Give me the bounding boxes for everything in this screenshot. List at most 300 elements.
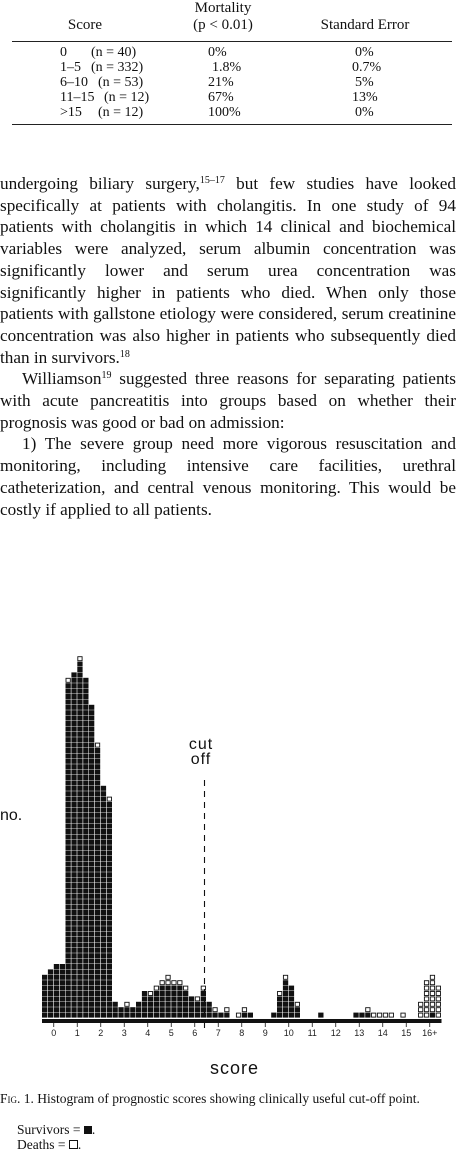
survivor-square: [289, 996, 294, 1001]
survivor-square: [71, 942, 76, 947]
survivor-square: [183, 1013, 188, 1018]
open-square-icon: [69, 1140, 78, 1149]
survivor-square: [89, 748, 94, 753]
death-square: [436, 992, 440, 996]
survivor-square: [71, 1013, 76, 1018]
survivor-square: [83, 845, 88, 850]
survivor-square: [71, 872, 76, 877]
survivor-square: [77, 780, 82, 785]
ref-19: 19: [101, 370, 112, 382]
survivor-square: [295, 1013, 300, 1018]
death-square: [424, 1008, 428, 1012]
survivor-square: [101, 807, 106, 812]
survivor-square: [83, 678, 88, 683]
survivor-square: [77, 926, 82, 931]
x-tick-label: 0: [51, 1028, 57, 1038]
survivor-square: [107, 905, 112, 910]
survivor-square: [101, 829, 106, 834]
survivor-square: [224, 1013, 229, 1018]
survivor-square: [101, 910, 106, 915]
survivor-square: [101, 926, 106, 931]
survivor-square: [101, 980, 106, 985]
survivor-square: [148, 1007, 153, 1012]
survivor-square: [89, 996, 94, 1001]
survivor-square: [171, 1002, 176, 1007]
survivor-square: [107, 1007, 112, 1012]
cell-score: 11–15: [60, 90, 95, 105]
survivor-square: [77, 915, 82, 920]
survivor-square: [66, 888, 71, 893]
survivor-square: [107, 969, 112, 974]
survivor-square: [154, 991, 159, 996]
caption-fig-label: Fig. 1.: [0, 1091, 34, 1106]
survivor-square: [77, 905, 82, 910]
death-square: [436, 1002, 440, 1006]
survivor-square: [83, 867, 88, 872]
p2-text-a: Williamson: [22, 369, 102, 389]
survivor-square: [95, 996, 100, 1001]
survivor-square: [107, 878, 112, 883]
survivor-square: [66, 726, 71, 731]
survivor-square: [77, 678, 82, 683]
survivor-square: [66, 953, 71, 958]
survivor-square: [66, 775, 71, 780]
survivor-square: [54, 964, 59, 969]
survivor-square: [107, 932, 112, 937]
death-square: [66, 678, 70, 682]
survivor-square: [71, 851, 76, 856]
death-square: [377, 1013, 381, 1017]
x-tick-label: 16+: [422, 1028, 438, 1038]
survivor-square: [89, 937, 94, 942]
death-square: [295, 1002, 299, 1006]
survivor-square: [77, 797, 82, 802]
survivor-square: [107, 813, 112, 818]
survivor-square: [248, 1013, 253, 1018]
survivor-square: [89, 721, 94, 726]
survivor-square: [89, 932, 94, 937]
survivor-square: [160, 996, 165, 1001]
survivor-square: [89, 759, 94, 764]
legend-survivors: [17, 1122, 95, 1137]
survivor-square: [71, 689, 76, 694]
survivor-square: [77, 807, 82, 812]
survivor-square: [353, 1013, 358, 1018]
survivor-square: [113, 1013, 118, 1018]
survivor-square: [183, 1007, 188, 1012]
survivor-square: [60, 964, 65, 969]
survivor-square: [71, 694, 76, 699]
survivor-square: [142, 1007, 147, 1012]
survivor-square: [71, 710, 76, 715]
survivor-square: [95, 861, 100, 866]
survivor-square: [201, 1007, 206, 1012]
survivor-square: [95, 775, 100, 780]
survivor-square: [89, 780, 94, 785]
survivor-square: [71, 759, 76, 764]
survivor-square: [83, 807, 88, 812]
survivor-square: [83, 926, 88, 931]
survivor-square: [107, 899, 112, 904]
survivor-square: [89, 986, 94, 991]
x-tick-label: 3: [121, 1028, 127, 1038]
x-tick-label: 15: [401, 1028, 412, 1038]
survivor-square: [83, 813, 88, 818]
survivor-square: [183, 1002, 188, 1007]
survivor-square: [154, 1013, 159, 1018]
death-square: [419, 1008, 423, 1012]
survivor-square: [148, 1013, 153, 1018]
survivor-square: [54, 975, 59, 980]
survivor-square: [136, 1013, 141, 1018]
survivor-square: [71, 699, 76, 704]
death-square: [419, 1013, 423, 1017]
x-tick-label: 7: [215, 1028, 221, 1038]
survivor-square: [83, 770, 88, 775]
death-square: [95, 743, 99, 747]
survivor-square: [101, 948, 106, 953]
survivor-square: [101, 996, 106, 1001]
survivor-square: [71, 926, 76, 931]
survivor-square: [101, 915, 106, 920]
cell-n: (n = 40): [91, 45, 137, 60]
survivor-square: [66, 748, 71, 753]
survivor-square: [60, 996, 65, 1001]
survivor-square: [89, 905, 94, 910]
cell-n: (n = 12): [104, 90, 150, 105]
survivor-square: [66, 797, 71, 802]
survivor-square: [101, 856, 106, 861]
survivor-square: [83, 824, 88, 829]
survivor-square: [77, 980, 82, 985]
survivor-square: [165, 991, 170, 996]
survivor-square: [89, 969, 94, 974]
survivor-square: [107, 964, 112, 969]
survivor-square: [83, 683, 88, 688]
survivor-square: [101, 969, 106, 974]
survivor-square: [95, 872, 100, 877]
survivor-square: [107, 802, 112, 807]
survivor-square: [95, 1013, 100, 1018]
survivor-square: [89, 867, 94, 872]
survivor-square: [142, 991, 147, 996]
survivor-square: [83, 732, 88, 737]
survivor-square: [89, 921, 94, 926]
death-square: [424, 986, 428, 990]
survivor-square: [66, 753, 71, 758]
survivor-square: [101, 1007, 106, 1012]
survivor-square: [66, 791, 71, 796]
survivor-square: [107, 959, 112, 964]
survivor-square: [71, 969, 76, 974]
survivor-square: [107, 851, 112, 856]
death-square: [166, 981, 170, 985]
paragraph-1: [0, 173, 456, 368]
survivor-square: [71, 921, 76, 926]
survivor-square: [71, 807, 76, 812]
survivor-square: [89, 926, 94, 931]
survivor-square: [60, 1007, 65, 1012]
survivor-square: [148, 996, 153, 1001]
survivor-square: [295, 1007, 300, 1012]
survivor-square: [77, 856, 82, 861]
death-square: [154, 986, 158, 990]
survivor-square: [77, 845, 82, 850]
survivor-square: [101, 1002, 106, 1007]
survivor-square: [71, 840, 76, 845]
survivor-square: [177, 996, 182, 1001]
cell-se: 0%: [355, 105, 374, 120]
survivor-square: [89, 1013, 94, 1018]
survivor-square: [89, 726, 94, 731]
survivor-square: [101, 991, 106, 996]
survivor-square: [89, 948, 94, 953]
survivor-square: [89, 743, 94, 748]
survivor-square: [66, 1013, 71, 1018]
survivor-square: [107, 845, 112, 850]
survivor-square: [107, 926, 112, 931]
survivor-square: [95, 797, 100, 802]
survivor-square: [66, 802, 71, 807]
survivor-square: [95, 780, 100, 785]
survivor-square: [89, 829, 94, 834]
survivor-square: [77, 937, 82, 942]
survivor-square: [77, 996, 82, 1001]
survivor-square: [71, 678, 76, 683]
x-tick-label: 13: [354, 1028, 365, 1038]
survivor-square: [318, 1013, 323, 1018]
death-square: [430, 1002, 434, 1006]
survivor-square: [165, 1007, 170, 1012]
survivor-square: [89, 980, 94, 985]
survivor-square: [83, 748, 88, 753]
survivor-square: [83, 942, 88, 947]
survivor-square: [66, 824, 71, 829]
survivor-square: [54, 1013, 59, 1018]
survivor-square: [154, 1007, 159, 1012]
survivor-square: [95, 969, 100, 974]
cell-se: 0%: [355, 45, 374, 60]
survivor-square: [77, 694, 82, 699]
cell-score: 6–10: [60, 75, 88, 90]
survivor-square: [71, 764, 76, 769]
survivor-square: [54, 1002, 59, 1007]
survivor-square: [177, 1007, 182, 1012]
survivor-square: [95, 883, 100, 888]
survivor-square: [89, 910, 94, 915]
survivor-square: [201, 996, 206, 1001]
survivor-square: [189, 1007, 194, 1012]
cell-n: (n = 332): [91, 60, 144, 75]
survivor-square: [77, 726, 82, 731]
survivor-square: [160, 1007, 165, 1012]
survivor-square: [71, 705, 76, 710]
survivor-square: [77, 737, 82, 742]
survivor-square: [101, 867, 106, 872]
survivor-square: [83, 840, 88, 845]
survivor-square: [71, 802, 76, 807]
survivor-square: [77, 672, 82, 677]
survivor-square: [60, 1013, 65, 1018]
survivor-square: [83, 775, 88, 780]
survivor-square: [189, 1013, 194, 1018]
survivor-square: [95, 986, 100, 991]
survivor-square: [77, 662, 82, 667]
cell-score: 0: [60, 45, 67, 60]
survivor-square: [89, 710, 94, 715]
survivor-square: [107, 915, 112, 920]
survivor-square: [77, 1007, 82, 1012]
survivor-square: [71, 726, 76, 731]
survivor-square: [83, 910, 88, 915]
survivor-square: [95, 894, 100, 899]
p1-text-a: undergoing biliary surgery,: [0, 174, 200, 193]
survivor-square: [66, 942, 71, 947]
survivor-square: [77, 824, 82, 829]
survivor-square: [83, 851, 88, 856]
survivor-square: [42, 975, 47, 980]
survivor-square: [71, 775, 76, 780]
survivor-square: [66, 732, 71, 737]
survivor-square: [107, 807, 112, 812]
survivor-square: [101, 986, 106, 991]
death-square: [401, 1013, 405, 1017]
survivor-square: [207, 1007, 212, 1012]
survivor-square: [83, 888, 88, 893]
survivor-square: [66, 851, 71, 856]
survivor-square: [95, 937, 100, 942]
survivor-square: [89, 894, 94, 899]
survivor-square: [83, 780, 88, 785]
survivor-square: [89, 705, 94, 710]
survivor-square: [83, 1002, 88, 1007]
survivor-square: [95, 953, 100, 958]
cutoff-label-line2: off: [190, 751, 212, 768]
x-tick-label: 11: [307, 1028, 317, 1038]
survivor-square: [66, 737, 71, 742]
survivor-square: [71, 856, 76, 861]
survivor-square: [95, 753, 100, 758]
cutoff-label-line1: cut: [188, 736, 214, 753]
survivor-square: [77, 899, 82, 904]
survivor-square: [107, 883, 112, 888]
survivor-square: [77, 959, 82, 964]
survivor-square: [95, 942, 100, 947]
x-tick-label: 6: [192, 1028, 198, 1038]
survivor-square: [101, 834, 106, 839]
survivor-square: [66, 845, 71, 850]
survivor-square: [71, 834, 76, 839]
p1-text-b: but few studies have looked specifically at patients with cholangitis. In one study of 94 patients with cholangitis in which 14 clinical and biochemical variables were analyzed, serum albumin concentration was significantly lower and serum urea concentration was significantly higher in patients who died. When only those patients with gallstone etiology were considered, serum creatinine concentration was also higher in patients who subsequently died than in survivors.: [0, 174, 456, 367]
survivor-square: [95, 915, 100, 920]
survivor-square: [101, 937, 106, 942]
survivor-square: [83, 986, 88, 991]
survivor-square: [83, 759, 88, 764]
survivor-square: [71, 737, 76, 742]
survivor-square: [160, 991, 165, 996]
survivor-square: [89, 770, 94, 775]
survivor-square: [89, 786, 94, 791]
survivor-square: [160, 986, 165, 991]
survivor-square: [89, 915, 94, 920]
survivor-square: [48, 1002, 53, 1007]
survivor-square: [83, 726, 88, 731]
survivor-square: [66, 705, 71, 710]
survivor-square: [77, 753, 82, 758]
survivor-square: [77, 802, 82, 807]
survivor-square: [42, 980, 47, 985]
survivor-square: [95, 1007, 100, 1012]
survivor-square: [95, 824, 100, 829]
survivor-square: [89, 845, 94, 850]
survivor-square: [83, 705, 88, 710]
survivor-square: [136, 1002, 141, 1007]
survivor-square: [89, 899, 94, 904]
x-tick-label: 5: [168, 1028, 174, 1038]
survivor-square: [42, 986, 47, 991]
survivor-square: [89, 1002, 94, 1007]
y-axis-label: no.: [0, 807, 23, 824]
survivor-square: [101, 975, 106, 980]
survivor-square: [101, 818, 106, 823]
survivor-square: [95, 840, 100, 845]
survivor-square: [66, 937, 71, 942]
survivor-square: [77, 953, 82, 958]
survivor-square: [77, 705, 82, 710]
table-top-rule: [12, 41, 452, 42]
survivor-square: [83, 737, 88, 742]
header-mortality: [175, 0, 271, 34]
survivor-square: [77, 710, 82, 715]
survivor-square: [283, 986, 288, 991]
survivor-square: [83, 878, 88, 883]
survivor-square: [101, 959, 106, 964]
survivor-square: [71, 861, 76, 866]
survivor-square: [95, 851, 100, 856]
survivor-square: [101, 1013, 106, 1018]
survivor-square: [83, 861, 88, 866]
ref-18: 18: [119, 348, 130, 360]
survivor-square: [66, 867, 71, 872]
table-row: [0, 105, 474, 120]
survivor-square: [107, 937, 112, 942]
survivor-square: [83, 689, 88, 694]
survivor-square: [142, 1002, 147, 1007]
survivor-square: [71, 991, 76, 996]
survivor-square: [48, 975, 53, 980]
survivor-square: [113, 1002, 118, 1007]
survivor-square: [77, 759, 82, 764]
survivor-square: [48, 980, 53, 985]
survivor-square: [83, 699, 88, 704]
survivor-square: [271, 1013, 276, 1018]
survivor-square: [71, 1002, 76, 1007]
survivor-square: [66, 926, 71, 931]
survivor-square: [71, 721, 76, 726]
survivor-square: [83, 872, 88, 877]
survivor-square: [101, 851, 106, 856]
death-square: [172, 981, 176, 985]
survivor-square: [107, 975, 112, 980]
survivor-square: [101, 861, 106, 866]
survivor-square: [101, 921, 106, 926]
survivor-square: [66, 861, 71, 866]
survivor-square: [95, 975, 100, 980]
survivor-square: [130, 1013, 135, 1018]
survivor-square: [83, 883, 88, 888]
survivor-square: [83, 975, 88, 980]
survivor-square: [66, 878, 71, 883]
